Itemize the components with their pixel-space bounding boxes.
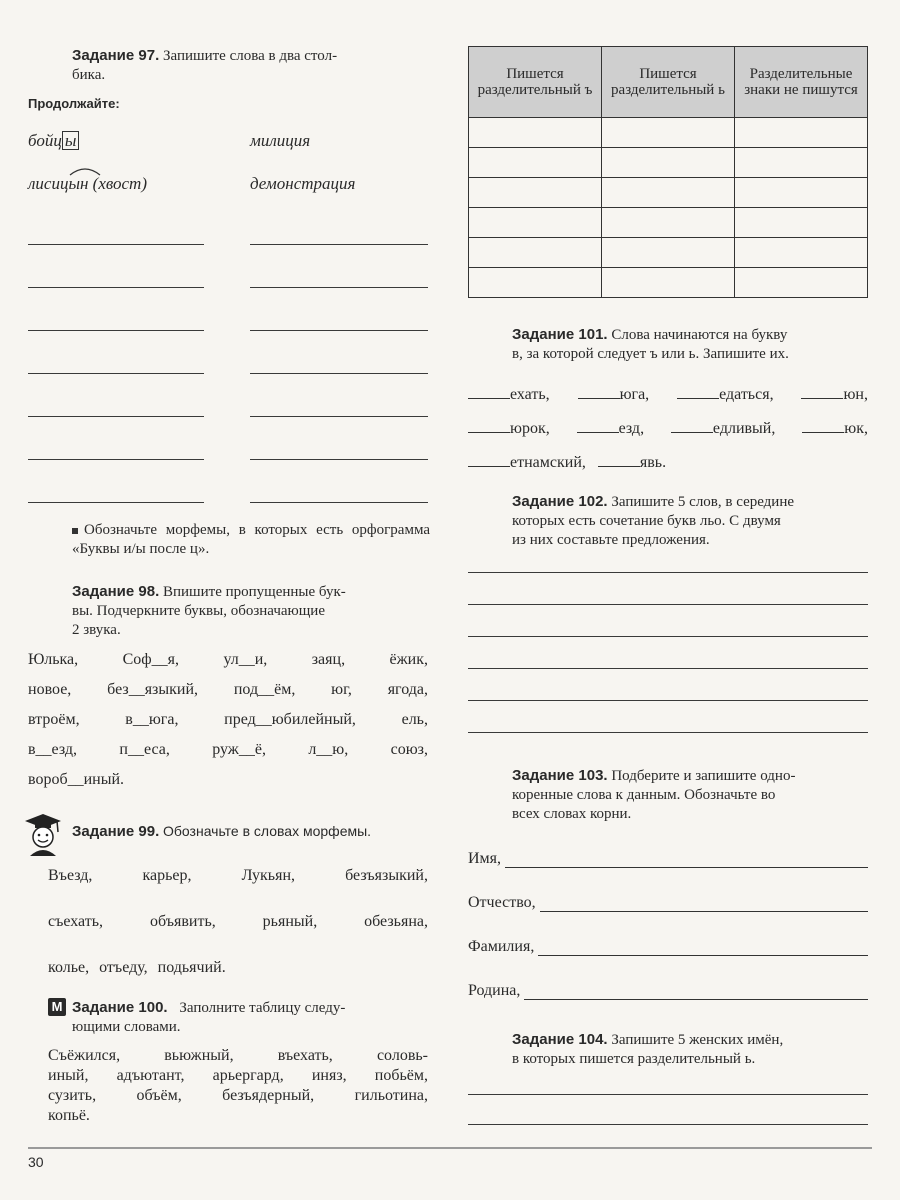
table-header-soft-sign: Пишется разделительный ь (602, 47, 735, 118)
task-99-title: Задание 99. (72, 823, 160, 840)
answer-line[interactable] (250, 330, 428, 331)
task-101-title: Задание 101. (512, 326, 608, 343)
table-cell[interactable] (735, 268, 868, 298)
blank-fill[interactable] (801, 384, 843, 399)
word-line: юрок, езд, едливый, юк, (468, 412, 868, 446)
continue-label: Продолжайте: (28, 96, 120, 111)
task-104-heading: Задание 104. Запишите 5 женских имён, в которых пишется разделительный ь. (512, 1031, 784, 1067)
answer-line[interactable] (250, 373, 428, 374)
blank-fill[interactable] (598, 452, 640, 467)
task-97-note: Обозначьте морфемы, в которых есть орфограмма «Буквы и/ы после ц». (72, 522, 430, 557)
answer-line[interactable] (468, 732, 868, 733)
table-cell[interactable] (469, 178, 602, 208)
word-line: ехать, юга, едаться, юн, (468, 378, 868, 412)
task-102-title: Задание 102. (512, 493, 608, 510)
task-104-title: Задание 104. (512, 1031, 608, 1048)
table-cell[interactable] (469, 268, 602, 298)
answer-line[interactable] (250, 416, 428, 417)
answer-line[interactable] (468, 572, 868, 573)
answer-line[interactable] (250, 459, 428, 460)
task-100-heading: Задание 100. Заполните таблицу следу- ющими словами. (72, 999, 346, 1035)
field-row-rodina: Родина, (468, 976, 868, 1000)
answer-line[interactable] (28, 244, 204, 245)
blank-fill[interactable] (468, 452, 510, 467)
word-line: Въезд, карьер, Лукьян, безъязыкий, (48, 867, 428, 884)
answer-line[interactable] (28, 373, 204, 374)
student-graduate-icon (24, 812, 62, 856)
table-cell[interactable] (602, 148, 735, 178)
table-row (469, 268, 868, 298)
word-line: втроём, в__юга, пред__юбилейный, ель, (28, 711, 428, 728)
task-99-heading: Задание 99. Обозначьте в словах морфемы. (72, 823, 372, 840)
footer-divider (28, 1147, 872, 1149)
table-cell[interactable] (602, 238, 735, 268)
answer-line[interactable] (540, 897, 868, 912)
table-cell[interactable] (602, 208, 735, 238)
task-98-heading: Задание 98. Впишите пропущенные бук- вы. Подчеркните буквы, обозначающие 2 звука. (72, 583, 346, 638)
table-row (469, 178, 868, 208)
task-101-words (468, 378, 868, 480)
table-cell[interactable] (735, 178, 868, 208)
answer-line[interactable] (468, 604, 868, 605)
task-103-title: Задание 103. (512, 767, 608, 784)
task-100-title: Задание 100. (72, 999, 168, 1016)
answer-line[interactable] (468, 1094, 868, 1095)
table-cell[interactable] (735, 208, 868, 238)
answer-line[interactable] (28, 502, 204, 503)
task-100-table (468, 46, 868, 298)
blank-fill[interactable] (468, 384, 510, 399)
field-row-otchestvo: Отчество, (468, 888, 868, 912)
task-98-title: Задание 98. (72, 583, 160, 600)
answer-line[interactable] (28, 287, 204, 288)
answer-line[interactable] (468, 700, 868, 701)
answer-line[interactable] (250, 244, 428, 245)
table-row (469, 118, 868, 148)
table-cell[interactable] (602, 118, 735, 148)
task-97-heading (72, 46, 432, 85)
answer-line[interactable] (250, 287, 428, 288)
table-cell[interactable] (469, 118, 602, 148)
answer-line[interactable] (505, 853, 868, 868)
table-row (469, 238, 868, 268)
table-cell[interactable] (469, 238, 602, 268)
table-header-no-sign: Разделительные знаки не пишутся (735, 47, 868, 118)
word-line: етнамский, явь. (468, 446, 868, 480)
table-cell[interactable] (469, 208, 602, 238)
bullet-square-icon (72, 528, 78, 534)
word-boytsy: бойц ы (28, 131, 79, 151)
word-line: новое, без__языкий, под__ём, юг, ягода, (28, 681, 428, 698)
blank-fill[interactable] (671, 418, 713, 433)
field-row-imya: Имя, (468, 844, 868, 868)
table-cell[interactable] (735, 118, 868, 148)
memo-badge-icon: М (48, 998, 66, 1016)
answer-line[interactable] (28, 459, 204, 460)
answer-line[interactable] (524, 985, 868, 1000)
word-line: съехать, объявить, рьяный, обезьяна, (48, 913, 428, 930)
task-103-fields (468, 844, 868, 1000)
table-cell[interactable] (469, 148, 602, 178)
page-number: 30 (28, 1154, 44, 1170)
word-line: в__езд, п__еса, руж__ё, л__ю, союз, (28, 741, 428, 758)
task-97-text-2: бика. (72, 67, 106, 83)
table-row (469, 208, 868, 238)
answer-line[interactable] (250, 502, 428, 503)
answer-line[interactable] (468, 636, 868, 637)
task-102-heading: Задание 102. Запишите 5 слов, в середине которых есть сочетание букв льо. С двумя из них составьте предложения. (512, 493, 795, 548)
table-header-hard-sign: Пишется разделительный ъ (469, 47, 602, 118)
field-row-familiya: Фамилия, (468, 932, 868, 956)
word-line: Юлька, Соф__я, ул__и, заяц, ёжик, (28, 651, 428, 668)
blank-fill[interactable] (802, 418, 844, 433)
task-103-heading: Задание 103. Подберите и запишите одно- коренные слова к данным. Обозначьте во всех словах корни. (512, 767, 796, 822)
answer-line[interactable] (28, 330, 204, 331)
root-arc-mark (68, 166, 102, 176)
task-97-title: Задание 97. (72, 47, 160, 64)
answer-line[interactable] (468, 1124, 868, 1125)
word-lisitsyn: лисицын (хвост) (28, 174, 147, 193)
table-cell[interactable] (602, 268, 735, 298)
blank-fill[interactable] (677, 384, 719, 399)
task-98-words (28, 645, 428, 795)
table-cell[interactable] (735, 148, 868, 178)
blank-fill[interactable] (577, 418, 619, 433)
blank-fill[interactable] (468, 418, 510, 433)
table-cell[interactable] (602, 178, 735, 208)
word-line: вороб__иный. (28, 771, 125, 788)
answer-line[interactable] (538, 941, 868, 956)
word-militsiya: милиция (250, 131, 311, 150)
task-97-text-1: Запишите слова в два стол- (163, 48, 338, 64)
word-demonstratsiya: демонстрация (250, 174, 356, 193)
task-99-words (48, 864, 428, 980)
table-cell[interactable] (735, 238, 868, 268)
morpheme-box: ы (62, 131, 80, 150)
task-100-words: Съёжился, вьюжный, въехать, соловь- иный, адъютант, арьергард, иняз, побьём, сузить, объём, безъядерный, гильотина, копьё. (48, 1047, 428, 1124)
answer-line[interactable] (28, 416, 204, 417)
task-101-heading: Задание 101. Слова начинаются на букву в, за которой следует ъ или ь. Запишите их. (512, 326, 789, 362)
blank-fill[interactable] (578, 384, 620, 399)
answer-line[interactable] (468, 668, 868, 669)
table-row (469, 148, 868, 178)
word-line: колье, отъеду, подьячий. (48, 959, 226, 976)
